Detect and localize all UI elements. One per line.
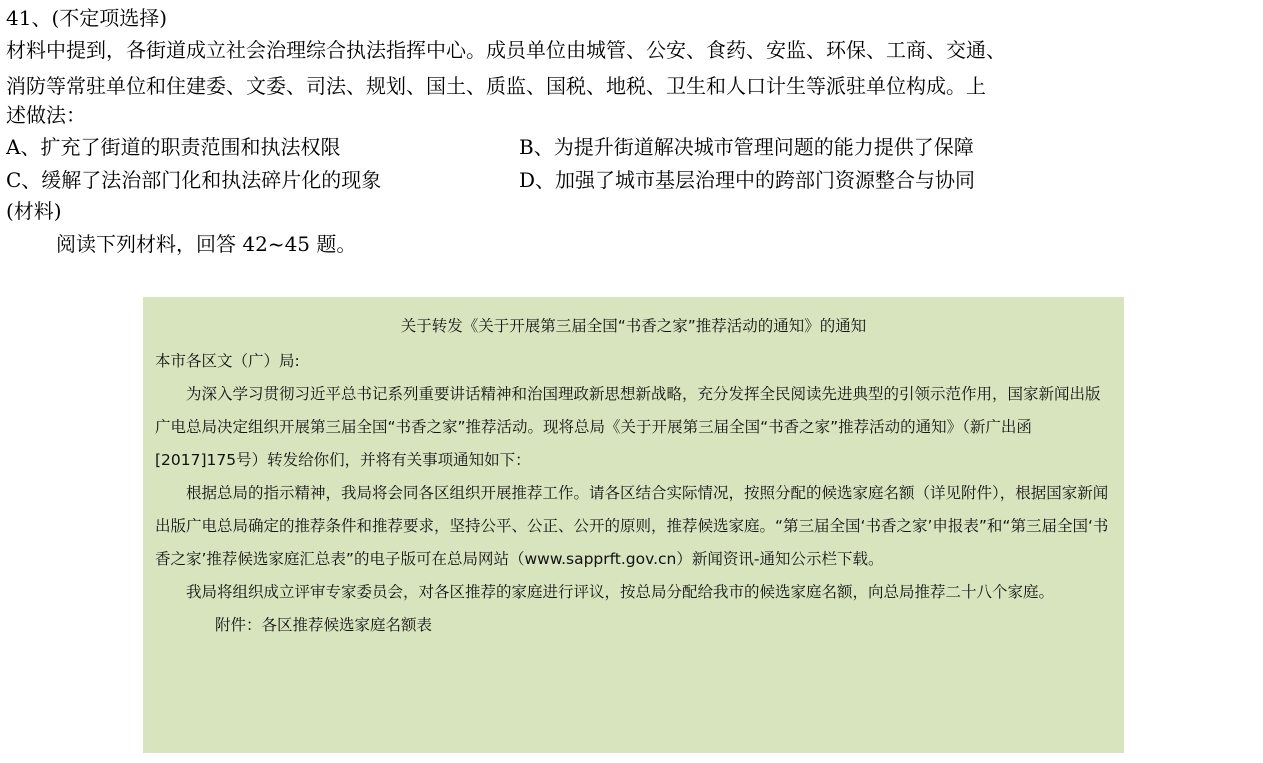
question-block bbox=[6, 4, 1258, 258]
options-row-2 bbox=[6, 163, 1258, 196]
notice-paragraph-3: 我局将组织成立评审专家委员会，对各区推荐的家庭进行评议，按总局分配给我市的候选家庭名额，向总局推荐二十八个家庭。 bbox=[186, 583, 1055, 601]
notice-title: 关于转发《关于开展第三届全国“书香之家”推荐活动的通知》的通知 bbox=[400, 317, 867, 335]
notice-paragraph-1: 为深入学习贯彻习近平总书记系列重要讲话精神和治国理政新思想新战略，充分发挥全民阅读先进典型的引领示范作用，国家新闻出版广电总局决定组织开展第三届全国“书香之家”推荐活动。现将总局《关于开展第三届全国“书香之家”推荐活动的通知》（新广出函[2017]175号）转发给你们，并将有关事项通知如下： bbox=[155, 385, 1101, 469]
material-instruction: 阅读下列材料，回答 42~45 题。 bbox=[56, 232, 357, 256]
material-label: (材料) bbox=[6, 199, 62, 223]
options-row-1 bbox=[6, 130, 1258, 163]
options bbox=[6, 130, 1258, 196]
option-d[interactable]: D、加强了城市基层治理中的跨部门资源整合与协同 bbox=[519, 167, 976, 192]
option-c[interactable]: C、缓解了法治部门化和执法碎片化的现象 bbox=[6, 167, 382, 192]
question-stem-line-2: 消防等常驻单位和住建委、文委、司法、规划、国土、质监、国税、地税、卫生和人口计生等派驻单位构成。上 bbox=[6, 74, 986, 98]
option-a[interactable]: A、扩充了街道的职责范围和执法权限 bbox=[6, 134, 341, 159]
question-stem-line-3: 述做法： bbox=[6, 103, 86, 127]
notice-attachment: 附件：各区推荐候选家庭名额表 bbox=[215, 616, 433, 634]
question-stem-line-1: 材料中提到，各街道成立社会治理综合执法指挥中心。成员单位由城管、公安、食药、安监、环保、工商、交通、 bbox=[6, 38, 1006, 62]
notice-paragraph-2: 根据总局的指示精神，我局将会同各区组织开展推荐工作。请各区结合实际情况，按照分配的候选家庭名额（详见附件），根据国家新闻出版广电总局确定的推荐条件和推荐要求，坚持公平、公正、公开的原则，推荐候选家庭。“第三届全国‘书香之家’申报表”和“第三届全国‘书香之家’推荐候选家庭汇总表”的电子版可在总局网站（www.sapprft.gov.cn）新闻资讯-通知公示栏下载。 bbox=[155, 484, 1109, 568]
option-b[interactable]: B、为提升街道解决城市管理问题的能力提供了保障 bbox=[519, 134, 974, 159]
notice-salutation: 本市各区文（广）局: bbox=[155, 352, 300, 370]
question-number: 41、(不定项选择) bbox=[6, 6, 168, 30]
notice-box bbox=[143, 297, 1124, 753]
